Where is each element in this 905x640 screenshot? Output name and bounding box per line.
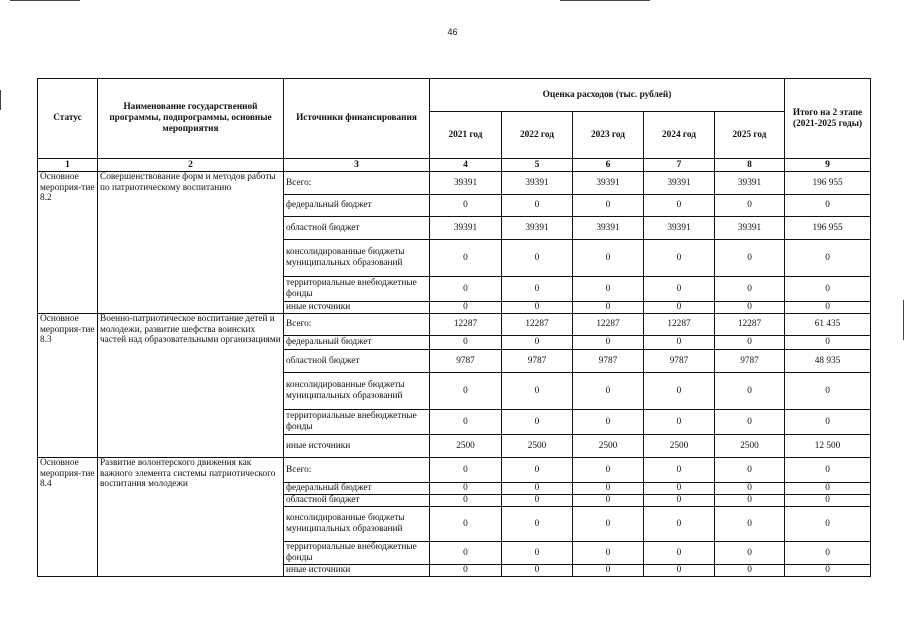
column-number: 8 — [715, 159, 785, 172]
year-value-cell: 0 — [644, 195, 715, 217]
funding-source-cell: территориальные внебюджетные фонды — [284, 277, 430, 302]
year-value-cell: 0 — [502, 373, 573, 410]
year-value-cell: 0 — [573, 195, 644, 217]
year-value-cell: 0 — [644, 542, 715, 565]
column-number: 5 — [502, 159, 573, 172]
year-value-cell: 39391 — [715, 217, 785, 240]
year-value-cell: 0 — [573, 240, 644, 277]
activity-name-cell: Развитие волонтерского движения как важного элемента системы патриотического воспитания молодежи — [98, 458, 284, 577]
year-value-cell: 39391 — [430, 172, 502, 195]
year-value-cell: 0 — [715, 458, 785, 483]
funding-source-cell: Всего: — [284, 458, 430, 483]
stage-total-cell: 0 — [785, 240, 871, 277]
stage-total-cell: 0 — [785, 507, 871, 542]
stage-total-cell: 0 — [785, 373, 871, 410]
year-value-cell: 9787 — [573, 350, 644, 373]
year-value-cell: 0 — [430, 277, 502, 302]
stage-total-cell: 48 935 — [785, 350, 871, 373]
year-value-cell: 0 — [715, 542, 785, 565]
year-value-cell: 0 — [644, 240, 715, 277]
header-row — [38, 79, 871, 112]
year-value-cell: 9787 — [502, 350, 573, 373]
funding-source-cell: областной бюджет — [284, 217, 430, 240]
header-expense-estimate: Оценка расходов (тыс. рублей) — [430, 79, 785, 112]
year-value-cell: 0 — [573, 410, 644, 435]
stage-total-cell: 0 — [785, 410, 871, 435]
year-value-cell: 0 — [502, 302, 573, 314]
year-value-cell: 0 — [502, 565, 573, 577]
year-value-cell: 12287 — [715, 314, 785, 336]
column-number: 7 — [644, 159, 715, 172]
year-value-cell: 0 — [715, 302, 785, 314]
year-value-cell: 0 — [573, 336, 644, 350]
year-value-cell: 0 — [502, 195, 573, 217]
year-value-cell: 0 — [430, 565, 502, 577]
year-value-cell: 0 — [715, 495, 785, 507]
year-value-cell: 39391 — [573, 217, 644, 240]
year-value-cell: 9787 — [644, 350, 715, 373]
year-value-cell: 0 — [430, 302, 502, 314]
header-program-name: Наименование государственной программы, подпрограммы, основные мероприятия — [98, 79, 284, 159]
year-value-cell: 0 — [430, 373, 502, 410]
year-value-cell: 0 — [573, 507, 644, 542]
year-value-cell: 0 — [573, 542, 644, 565]
year-value-cell: 0 — [430, 483, 502, 495]
year-value-cell: 0 — [430, 542, 502, 565]
year-value-cell: 0 — [644, 565, 715, 577]
year-value-cell: 0 — [644, 483, 715, 495]
year-value-cell: 0 — [644, 373, 715, 410]
header-year: 2022 год — [502, 112, 573, 159]
stage-total-cell: 0 — [785, 302, 871, 314]
scan-mark-right-edge — [903, 300, 904, 340]
header-year: 2025 год — [715, 112, 785, 159]
year-value-cell: 0 — [644, 277, 715, 302]
stage-total-cell: 0 — [785, 336, 871, 350]
header-year: 2021 год — [430, 112, 502, 159]
year-value-cell: 0 — [644, 302, 715, 314]
year-value-cell: 39391 — [502, 217, 573, 240]
year-value-cell: 9787 — [715, 350, 785, 373]
stage-total-cell: 0 — [785, 458, 871, 483]
funding-source-cell: областной бюджет — [284, 495, 430, 507]
column-number: 9 — [785, 159, 871, 172]
funding-source-cell: территориальные внебюджетные фонды — [284, 410, 430, 435]
year-value-cell: 2500 — [502, 435, 573, 458]
funding-source-cell: иные источники — [284, 565, 430, 577]
column-number: 3 — [284, 159, 430, 172]
scan-mark-top-left — [10, 0, 80, 1]
year-value-cell: 0 — [502, 458, 573, 483]
header-status: Статус — [38, 79, 98, 159]
year-value-cell: 0 — [715, 483, 785, 495]
stage-total-cell: 0 — [785, 277, 871, 302]
year-value-cell: 0 — [430, 195, 502, 217]
year-value-cell: 39391 — [573, 172, 644, 195]
year-value-cell: 0 — [715, 277, 785, 302]
funding-source-cell: Всего: — [284, 314, 430, 336]
year-value-cell: 0 — [502, 542, 573, 565]
year-value-cell: 39391 — [502, 172, 573, 195]
funding-source-cell: консолидированные бюджеты муниципальных образований — [284, 373, 430, 410]
year-value-cell: 0 — [715, 195, 785, 217]
year-value-cell: 0 — [573, 302, 644, 314]
year-value-cell: 0 — [573, 565, 644, 577]
column-number: 2 — [98, 159, 284, 172]
scan-mark-left-edge — [0, 90, 1, 110]
status-cell: Основное мероприя-тие 8.2 — [38, 172, 98, 314]
year-value-cell: 0 — [715, 373, 785, 410]
stage-total-cell: 0 — [785, 565, 871, 577]
activity-name-cell: Военно-патриотическое воспитание детей и молодежи, развитие шефства воинских частей над образовательными организациями — [98, 314, 284, 458]
header-year: 2023 год — [573, 112, 644, 159]
column-number: 6 — [573, 159, 644, 172]
year-value-cell: 0 — [715, 336, 785, 350]
header-stage-total: Итого на 2 этапе (2021-2025 годы) — [785, 79, 871, 159]
scan-mark-top-right — [560, 0, 650, 1]
header-funding-sources: Источники финансирования — [284, 79, 430, 159]
year-value-cell: 12287 — [430, 314, 502, 336]
funding-source-cell: Всего: — [284, 172, 430, 195]
year-value-cell: 0 — [502, 410, 573, 435]
year-value-cell: 0 — [502, 507, 573, 542]
year-value-cell: 39391 — [644, 172, 715, 195]
stage-total-cell: 12 500 — [785, 435, 871, 458]
year-value-cell: 0 — [573, 483, 644, 495]
funding-source-cell: консолидированные бюджеты муниципальных образований — [284, 507, 430, 542]
year-value-cell: 0 — [644, 336, 715, 350]
status-cell: Основное мероприя-тие 8.3 — [38, 314, 98, 458]
activity-name-cell: Совершенствование форм и методов работы по патриотическому воспитанию — [98, 172, 284, 314]
table-row — [38, 458, 871, 483]
stage-total-cell: 0 — [785, 542, 871, 565]
stage-total-cell: 196 955 — [785, 217, 871, 240]
year-value-cell: 0 — [502, 240, 573, 277]
year-value-cell: 0 — [573, 458, 644, 483]
column-number: 1 — [38, 159, 98, 172]
year-value-cell: 12287 — [573, 314, 644, 336]
year-value-cell: 39391 — [644, 217, 715, 240]
stage-total-cell: 61 435 — [785, 314, 871, 336]
year-value-cell: 0 — [430, 507, 502, 542]
year-value-cell: 2500 — [430, 435, 502, 458]
year-value-cell: 9787 — [430, 350, 502, 373]
stage-total-cell: 0 — [785, 483, 871, 495]
year-value-cell: 0 — [644, 507, 715, 542]
funding-source-cell: территориальные внебюджетные фонды — [284, 542, 430, 565]
year-value-cell: 0 — [502, 277, 573, 302]
funding-source-cell: иные источники — [284, 435, 430, 458]
year-value-cell: 0 — [502, 483, 573, 495]
year-value-cell: 0 — [502, 495, 573, 507]
year-value-cell: 0 — [644, 410, 715, 435]
year-value-cell: 0 — [715, 507, 785, 542]
year-value-cell: 2500 — [644, 435, 715, 458]
column-number: 4 — [430, 159, 502, 172]
year-value-cell: 12287 — [644, 314, 715, 336]
funding-source-cell: федеральный бюджет — [284, 195, 430, 217]
year-value-cell: 0 — [573, 277, 644, 302]
funding-source-cell: консолидированные бюджеты муниципальных образований — [284, 240, 430, 277]
year-value-cell: 0 — [715, 410, 785, 435]
year-value-cell: 0 — [715, 240, 785, 277]
year-value-cell: 2500 — [573, 435, 644, 458]
year-value-cell: 0 — [644, 458, 715, 483]
year-value-cell: 0 — [430, 336, 502, 350]
funding-source-cell: федеральный бюджет — [284, 336, 430, 350]
year-value-cell: 12287 — [502, 314, 573, 336]
year-value-cell: 0 — [430, 240, 502, 277]
year-value-cell: 0 — [502, 336, 573, 350]
funding-source-cell: федеральный бюджет — [284, 483, 430, 495]
status-cell: Основное мероприя-тие 8.4 — [38, 458, 98, 577]
year-value-cell: 0 — [644, 495, 715, 507]
year-value-cell: 2500 — [715, 435, 785, 458]
expense-table — [37, 78, 871, 577]
year-value-cell: 0 — [430, 458, 502, 483]
table-row — [38, 172, 871, 195]
year-value-cell: 0 — [430, 410, 502, 435]
year-value-cell: 0 — [715, 565, 785, 577]
year-value-cell: 39391 — [715, 172, 785, 195]
page-number: 46 — [447, 27, 458, 37]
stage-total-cell: 0 — [785, 195, 871, 217]
header-year: 2024 год — [644, 112, 715, 159]
funding-source-cell: иные источники — [284, 302, 430, 314]
year-value-cell: 0 — [573, 373, 644, 410]
year-value-cell: 0 — [573, 495, 644, 507]
year-value-cell: 0 — [430, 495, 502, 507]
stage-total-cell: 196 955 — [785, 172, 871, 195]
table-row — [38, 314, 871, 336]
column-numbers-row — [38, 159, 871, 172]
funding-source-cell: областной бюджет — [284, 350, 430, 373]
stage-total-cell: 0 — [785, 495, 871, 507]
year-value-cell: 39391 — [430, 217, 502, 240]
